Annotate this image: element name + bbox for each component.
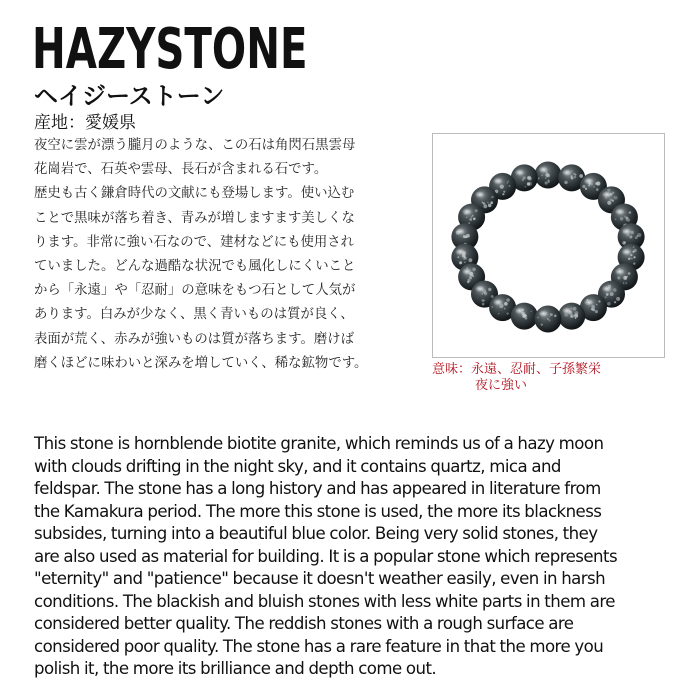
japanese-description-line: 花崗岩で、石英や雲母、長石が含まれる石です。 (34, 162, 328, 178)
bead (535, 162, 562, 189)
english-description-line: "eternity" and "patience" because it doesn't weather easily, even in harsh (34, 569, 606, 588)
meaning-line: 意味：永遠、忍耐、子孫繁栄 (432, 362, 602, 377)
product-photo (432, 133, 665, 358)
meaning-line: 夜に強い (475, 378, 528, 393)
product-title: HAZYSTONE (32, 17, 308, 82)
bead (511, 303, 538, 330)
japanese-description-line: 表面が荒く、赤みが強いものは質が落ちます。磨けば (34, 331, 355, 347)
english-description-line: polish it, the more its brilliance and depth come out. (34, 659, 437, 678)
english-description-line: considered better quality. The reddish stones with a rough surface are (34, 614, 574, 633)
japanese-description-line: ていました。どんな過酷な状況でも風化しにくいこと (34, 259, 356, 275)
english-description-line: feldspar. The stone has a long history and has appeared in literature from (34, 479, 601, 498)
japanese-description (34, 134, 402, 376)
japanese-description-line: から「永遠」や「忍耐」の意味をもつ石として人気が (34, 283, 356, 299)
bracelet-image (433, 134, 663, 356)
english-description-line: considered poor quality. The stone has a rare feature in that the more you (34, 636, 604, 656)
japanese-description-line: 夜空に雲が漂う朧月のような、この石は角閃石黒雲母 (34, 138, 356, 153)
english-description-line: are also used as material for building. It is a popular stone which represents (34, 546, 618, 566)
japanese-description-line: 歴史も古く鎌倉時代の文献にも登場します。使い込む (34, 186, 355, 202)
japanese-description-line: ことで黒味が落ち着き、青みが増しますます美しくな (34, 210, 355, 226)
english-description-line: subsides, turning into a beautiful blue color. Being very solid stones, they (34, 524, 598, 543)
meaning-text (432, 362, 601, 394)
japanese-description-line: 磨くほどに味わいと深みを増していく、稀な鉱物です。 (34, 355, 368, 371)
english-description-line: with clouds drifting in the night sky, and it contains quartz, mica and (34, 456, 561, 476)
product-title-kana: ヘイジーストーン (34, 82, 225, 110)
english-description-line: the Kamakura period. The more this stone is used, the more its blackness (34, 501, 602, 521)
bead (535, 306, 562, 333)
english-description-line: This stone is hornblende biotite granite, which reminds us of a hazy moon (34, 434, 604, 453)
japanese-description-line: あります。白みが少なく、黒く青いものは質が良く、 (34, 307, 354, 323)
origin-label: 産地：愛媛県 (34, 113, 136, 133)
bead (558, 303, 585, 330)
japanese-description-line: ります。非常に強い石なので、建材などにも使用され (34, 234, 355, 250)
english-description-line: conditions. The blackish and bluish stones with less white parts in them are (34, 591, 615, 611)
english-description (34, 433, 679, 681)
